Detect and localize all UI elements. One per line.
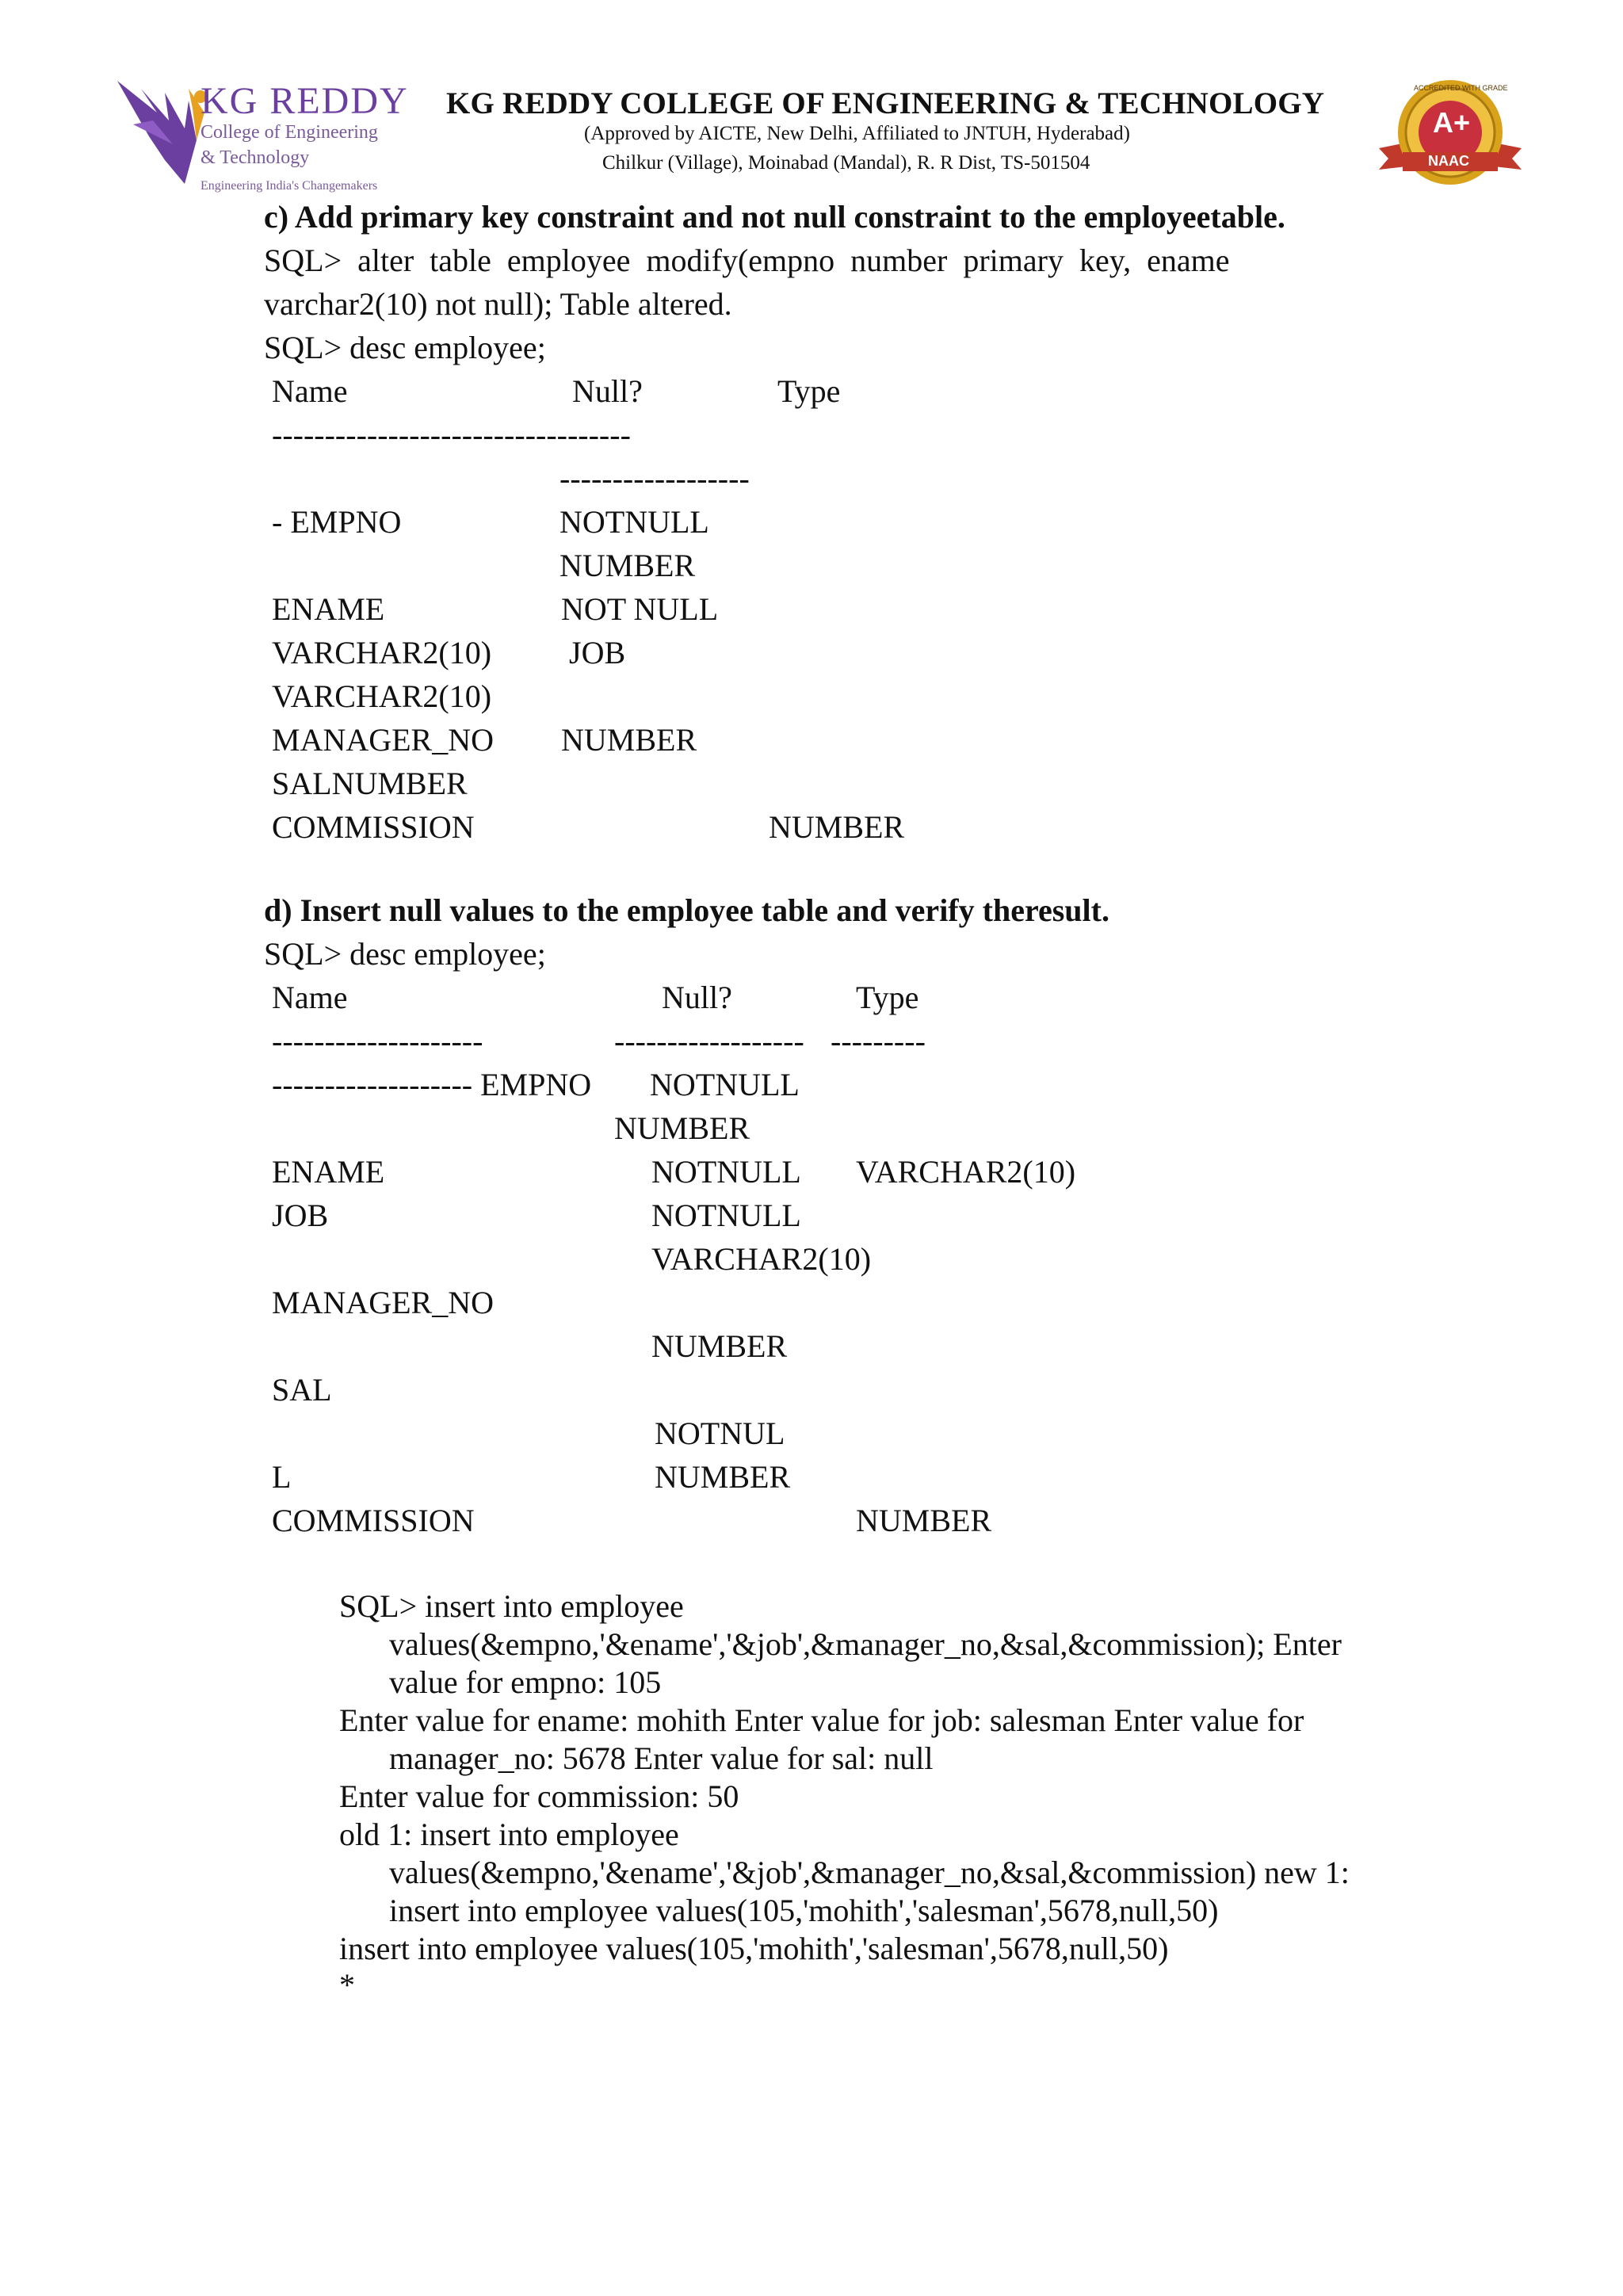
- logo-tagline: Engineering India's Changemakers: [200, 179, 378, 193]
- c-row-ename: ENAME: [272, 591, 385, 627]
- c-row-manager-type: NUMBER: [561, 722, 697, 758]
- insert-line-10: insert into employee values(105,'mohith','salesman',5678,null,50): [339, 1931, 1169, 1966]
- d-col-name: Name: [272, 980, 348, 1015]
- college-logo: [109, 65, 411, 200]
- naac-ring-text: ACCREDITED WITH GRADE: [1414, 84, 1508, 92]
- insert-line-7: old 1: insert into employee: [339, 1817, 679, 1852]
- insert-line-9: insert into employee values(105,'mohith','salesman',5678,null,50): [389, 1893, 1219, 1928]
- c-col-name: Name: [272, 373, 348, 409]
- naac-badge: [1371, 73, 1529, 200]
- naac-grade: A+: [1433, 106, 1471, 139]
- address-line: Chilkur (Village), Moinabad (Mandal), R. R Dist, TS-501504: [602, 152, 1090, 174]
- insert-line-11: *: [339, 1967, 355, 2003]
- d-row-job-null: NOTNULL: [651, 1198, 801, 1233]
- d-row-empno-null: NOTNULL: [650, 1067, 800, 1102]
- insert-line-1: SQL> insert into employee: [339, 1588, 684, 1624]
- d-row-ename-type: VARCHAR2(10): [856, 1154, 1076, 1190]
- c-row-commission-type: NUMBER: [769, 809, 905, 845]
- c-row-manager: MANAGER_NO: [272, 722, 494, 758]
- insert-line-8: values(&empno,'&ename','&job',&manager_no,&sal,&commission) new 1:: [389, 1855, 1350, 1890]
- c-row-empno: - EMPNO: [272, 504, 402, 540]
- logo-brand: KG REDDY: [200, 80, 409, 122]
- d-row-sal-type: NUMBER: [655, 1459, 791, 1495]
- naac-label: NAAC: [1428, 153, 1469, 169]
- d-row-ename-null: NOTNULL: [651, 1154, 801, 1190]
- d-dash-a: --------------------: [272, 1023, 483, 1059]
- insert-line-4: Enter value for ename: mohith Enter value for job: salesman Enter value for: [339, 1702, 1304, 1738]
- c-row-commission: COMMISSION: [272, 809, 475, 845]
- d-row-manager: MANAGER_NO: [272, 1285, 494, 1320]
- c-row-empno-type: NUMBER: [559, 548, 696, 583]
- c-row-sal: SALNUMBER: [272, 766, 468, 801]
- section-c-heading: c) Add primary key constraint and not null constraint to the employeetable.: [264, 199, 1285, 235]
- c-row-empno-null: NOTNULL: [559, 504, 709, 540]
- d-row-job: JOB: [272, 1198, 329, 1233]
- insert-line-5: manager_no: 5678 Enter value for sal: null: [389, 1740, 934, 1776]
- c-row-varchar-2: VARCHAR2(10): [272, 678, 492, 714]
- insert-line-3: value for empno: 105: [389, 1664, 662, 1700]
- c-row-ename-null: NOT NULL: [561, 591, 719, 627]
- approval-line: (Approved by AICTE, New Delhi, Affiliated to JNTUH, Hyderabad): [584, 123, 1130, 144]
- d-row-empno: ------------------- EMPNO: [272, 1067, 592, 1102]
- insert-line-6: Enter value for commission: 50: [339, 1778, 739, 1814]
- d-row-l: L: [272, 1459, 292, 1495]
- c-dash-2: ------------------: [559, 460, 750, 496]
- c-col-null: Null?: [572, 373, 643, 409]
- section-d-desc: SQL> desc employee;: [264, 936, 546, 972]
- d-row-manager-type: NUMBER: [651, 1328, 788, 1364]
- section-c-sql-line2: varchar2(10) not null); Table altered.: [264, 286, 732, 322]
- d-row-sal: SAL: [272, 1372, 332, 1408]
- c-row-job: JOB: [569, 635, 626, 670]
- d-row-sal-null: NOTNUL: [655, 1415, 785, 1451]
- insert-line-2: values(&empno,'&ename','&job',&manager_no,&sal,&commission); Enter: [389, 1626, 1342, 1662]
- d-col-null: Null?: [662, 980, 732, 1015]
- college-name: KG REDDY COLLEGE OF ENGINEERING & TECHNOLOGY: [446, 86, 1325, 120]
- c-dash-1: ----------------------------------: [272, 417, 631, 453]
- logo-subtitle-2: & Technology: [200, 147, 310, 168]
- c-col-type: Type: [777, 373, 841, 409]
- d-row-commission-type: NUMBER: [856, 1503, 992, 1538]
- c-row-varchar-1: VARCHAR2(10): [272, 635, 492, 670]
- d-row-ename: ENAME: [272, 1154, 385, 1190]
- section-c-sql-line1: SQL> alter table employee modify(empno number primary key, ename: [264, 243, 1230, 278]
- section-d-heading: d) Insert null values to the employee table and verify theresult.: [264, 892, 1109, 928]
- d-row-commission: COMMISSION: [272, 1503, 475, 1538]
- d-row-job-type: VARCHAR2(10): [651, 1241, 872, 1277]
- d-dash-b: ------------------: [614, 1023, 804, 1059]
- d-row-empno-type: NUMBER: [614, 1110, 750, 1146]
- d-col-type: Type: [856, 980, 919, 1015]
- logo-subtitle-1: College of Engineering: [200, 122, 378, 143]
- d-dash-c: ---------: [831, 1023, 926, 1059]
- section-c-desc: SQL> desc employee;: [264, 330, 546, 365]
